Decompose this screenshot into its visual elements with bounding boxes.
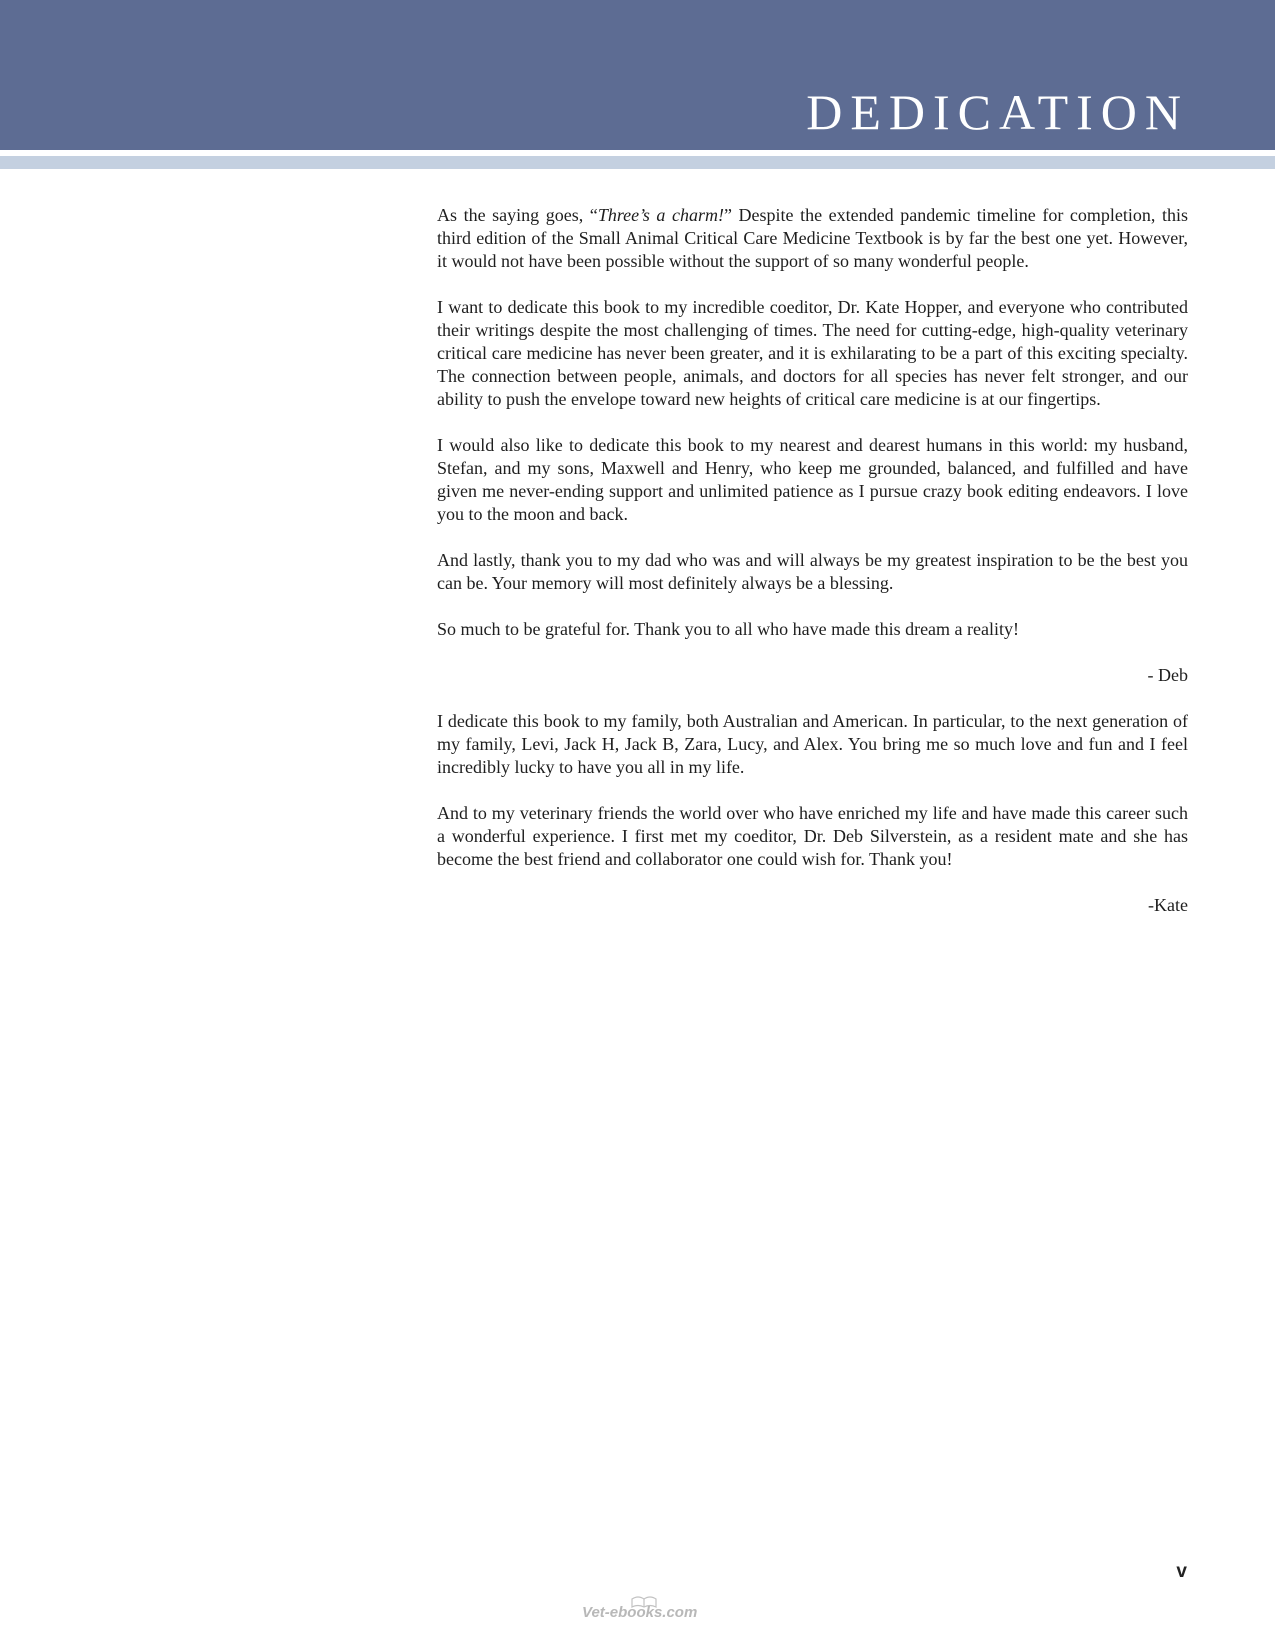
paragraph-coeditor: I want to dedicate this book to my incredible coeditor, Dr. Kate Hopper, and everyone who contributed their writings despite the most challenging of times. The need for cutting-edge, high-quality veterinary critical care medicine has never been greater, and it is exhilarating to be a part of this exciting specialty. The connection between people, animals, and doctors for all species has never felt stronger, and our ability to push the envelope toward new heights of critical care medicine is at our fingertips. bbox=[437, 297, 1188, 409]
page-title: DEDICATION bbox=[806, 84, 1189, 140]
watermark-logo bbox=[580, 1593, 700, 1623]
header-stripe bbox=[0, 156, 1275, 169]
paragraph-family: I would also like to dedicate this book to my nearest and dearest humans in this world: my husband, Stefan, and my sons, Maxwell and Henry, who keep me grounded, balanced, and fulfilled and have given me never-ending support and unlimited patience as I pursue crazy book editing endeavors. I love you to the moon and back. bbox=[437, 435, 1188, 524]
paragraph-kate-family: I dedicate this book to my family, both Australian and American. In particular, to the next generation of my family, Levi, Jack H, Jack B, Zara, Lucy, and Alex. You bring me so much love and fun and I feel incredibly lucky to have you all in my life. bbox=[437, 711, 1188, 777]
paragraph-dad: And lastly, thank you to my dad who was and will always be my greatest inspiration to be the best you can be. Your memory will most definitely always be a blessing. bbox=[437, 550, 1188, 593]
paragraph-kate-friends: And to my veterinary friends the world over who have enriched my life and have made this career such a wonderful experience. I first met my coeditor, Dr. Deb Silverstein, as a resident mate and she has become the best friend and collaborator one could wish for. Thank you! bbox=[437, 803, 1188, 869]
paragraph-intro-rest: ” Despite the extended pandemic timeline for completion, this third edition of the Small Animal Critical Care Medicine Textbook is by far the best one yet. However, it would not have been possible without the support of so many wonderful people. bbox=[437, 205, 1188, 271]
dedication-body bbox=[437, 204, 1188, 940]
watermark-text: Vet-ebooks.com bbox=[582, 1604, 698, 1621]
paragraph-intro bbox=[437, 204, 1188, 273]
header-band bbox=[0, 0, 1275, 150]
paragraph-grateful: So much to be grateful for. Thank you to all who have made this dream a reality! bbox=[437, 619, 1020, 639]
signature-deb: - Deb bbox=[1147, 665, 1188, 685]
paragraph-intro-quote: Three’s a charm! bbox=[597, 205, 724, 225]
signature-kate: -Kate bbox=[1148, 895, 1188, 915]
paragraph-intro-lead: As the saying goes, “ bbox=[437, 205, 598, 225]
page-number: v bbox=[1176, 1561, 1187, 1582]
